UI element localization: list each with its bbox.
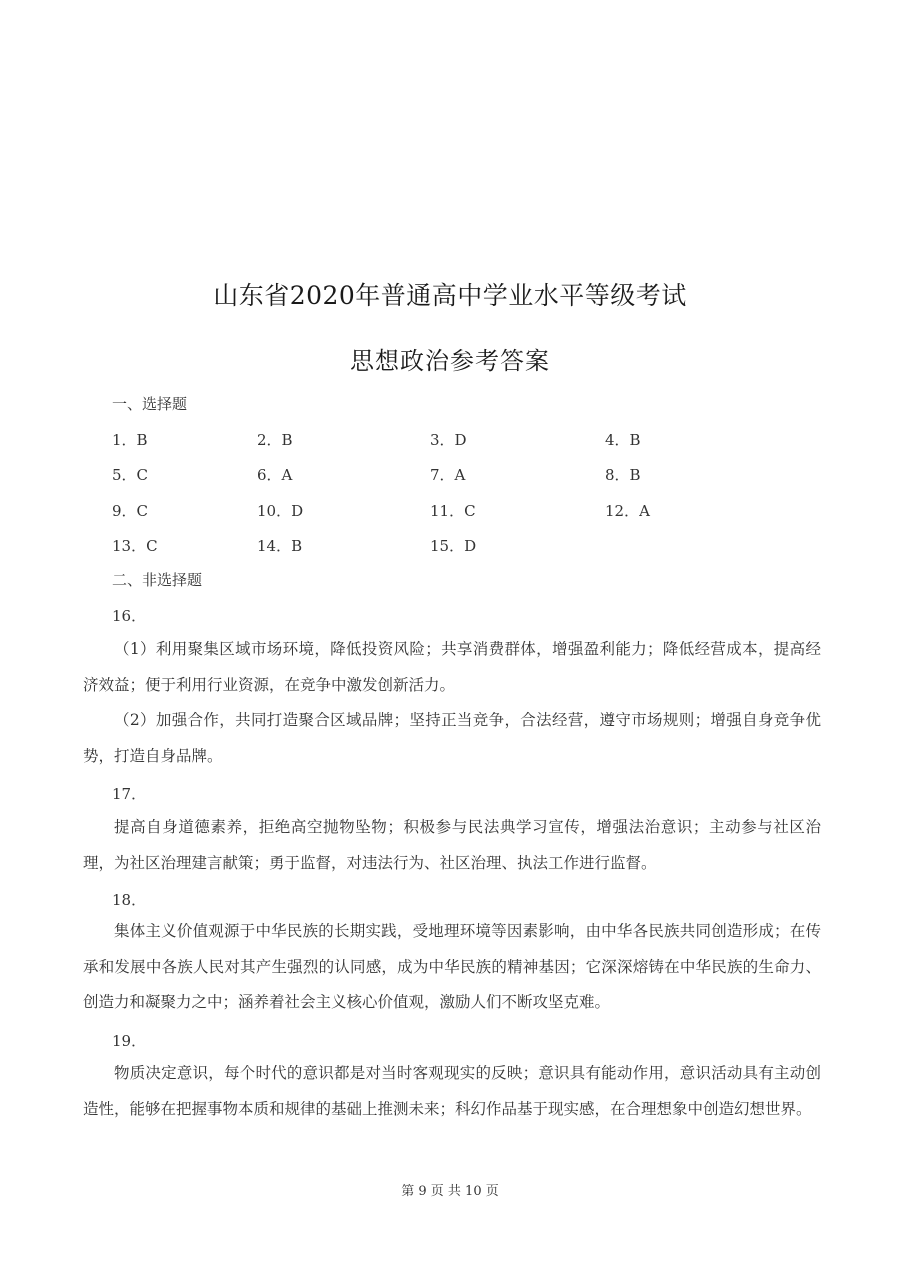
answer-item: 12．A [605,502,650,520]
answer-item: 4．B [605,431,641,449]
section-heading-multiple-choice: 一、选择题 [112,395,188,413]
question-number: 18． [112,891,147,909]
answer-row [112,500,812,522]
answer-paragraph: （2）加强合作，共同打造聚合区域品牌；坚持正当竞争，合法经营，遵守市场规则；增强自身竞争优势，打造自身品牌。 [83,711,821,765]
answer-paragraph: 物质决定意识，每个时代的意识都是对当时客观现实的反映；意识具有能动作用，意识活动具有主动创造性，能够在把握事物本质和规律的基础上推测未来；科幻作品基于现实感，在合理想象中创造幻想世界。 [83,1064,821,1118]
answer-paragraph: 提高自身道德素养，拒绝高空抛物坠物；积极参与民法典学习宣传，增强法治意识；主动参与社区治理，为社区治理建言献策；勇于监督，对违法行为、社区治理、执法工作进行监督。 [83,818,821,872]
answer-item: 5．C [112,466,149,484]
answer-item: 9．C [112,502,149,520]
answer-row [112,535,812,557]
question-number: 16． [112,607,147,625]
answer-item: 13．C [112,537,158,555]
answer-row [112,464,812,486]
answer-item: 6．A [257,466,293,484]
question-number: 17． [112,785,147,803]
answer-paragraph: （1）利用聚集区域市场环境，降低投资风险；共享消费群体，增强盈利能力；降低经营成本，提高经济效益；便于利用行业资源，在竞争中激发创新活力。 [83,640,821,694]
exam-title: 山东省2020年普通高中学业水平等级考试 [213,281,687,310]
answer-item: 1．B [112,431,148,449]
answer-key-title: 思想政治参考答案 [350,347,550,375]
page-footer: 第 9 页 共 10 页 [401,1184,499,1199]
section-heading-non-multiple-choice: 二、非选择题 [112,571,203,589]
answer-item: 10．D [257,502,304,520]
answer-item: 11．C [430,502,476,520]
answer-item: 3．D [430,431,467,449]
answer-item: 14．B [257,537,303,555]
answer-item: 7．A [430,466,466,484]
question-number: 19． [112,1032,147,1050]
answer-item: 8．B [605,466,641,484]
answer-row [112,429,812,451]
answer-item: 15．D [430,537,477,555]
answer-paragraph: 集体主义价值观源于中华民族的长期实践，受地理环境等因素影响，由中华各民族共同创造形成；在传承和发展中各族人民对其产生强烈的认同感，成为中华民族的精神基因；它深深熔铸在中华民族的生命力、创造力和凝聚力之中；涵养着社会主义核心价值观，激励人们不断攻坚克难。 [83,922,821,1011]
answer-item: 2．B [257,431,293,449]
